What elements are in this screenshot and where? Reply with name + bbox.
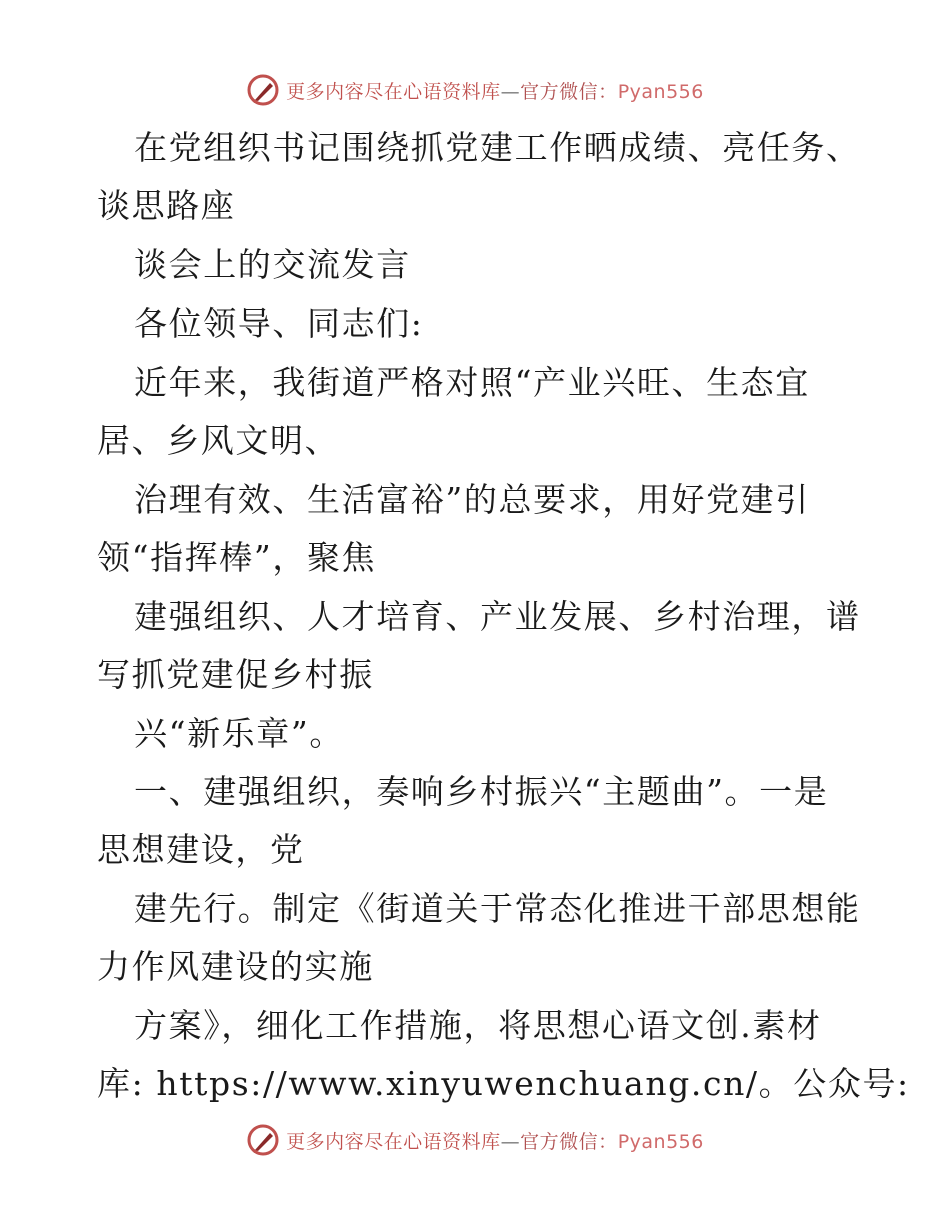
watermark-text: 更多内容尽在心语资料库—官方微信：Pyan556	[286, 80, 704, 103]
title-line-2: 谈思路座	[97, 186, 236, 225]
body-line: 领“指挥棒”，聚焦	[97, 538, 377, 577]
body-line: 思想建设，党	[97, 830, 305, 869]
body-line: 建先行。制定《街道关于常态化推进干部思想能	[134, 889, 861, 928]
body-line: 治理有效、生活富裕”的总要求，用好党建引	[134, 480, 810, 519]
section-heading-line: 一、建强组织，奏响乡村振兴“主题曲”。一是	[134, 772, 829, 811]
header-watermark-banner	[0, 72, 950, 108]
body-line: 写抓党建促乡村振	[97, 655, 374, 694]
body-line: 兴“新乐章”。	[134, 714, 344, 753]
body-line: 近年来，我街道严格对照“产业兴旺、生态宜	[134, 363, 810, 402]
pen-logo-icon	[246, 73, 280, 107]
salutation: 各位领导、同志们:	[134, 304, 424, 343]
body-line: 建强组织、人才培育、产业发展、乡村治理，谱	[134, 597, 861, 636]
body-line: 力作风建设的实施	[97, 947, 374, 986]
body-line: 方案》，细化工作措施，将思想心语文创.素材	[134, 1006, 822, 1045]
title-line-1: 在党组织书记围绕抓党建工作晒成绩、亮任务、	[134, 128, 861, 167]
watermark-text: 更多内容尽在心语资料库—官方微信：Pyan556	[286, 1130, 704, 1153]
title-line-3: 谈会上的交流发言	[134, 245, 411, 284]
body-line: 居、乡风文明、	[97, 421, 340, 460]
pen-logo-icon	[246, 1123, 280, 1157]
body-line-url: 库: https://www.xinyuwenchuang.cn/。公众号:	[97, 1064, 910, 1103]
footer-watermark-banner	[0, 1122, 950, 1158]
